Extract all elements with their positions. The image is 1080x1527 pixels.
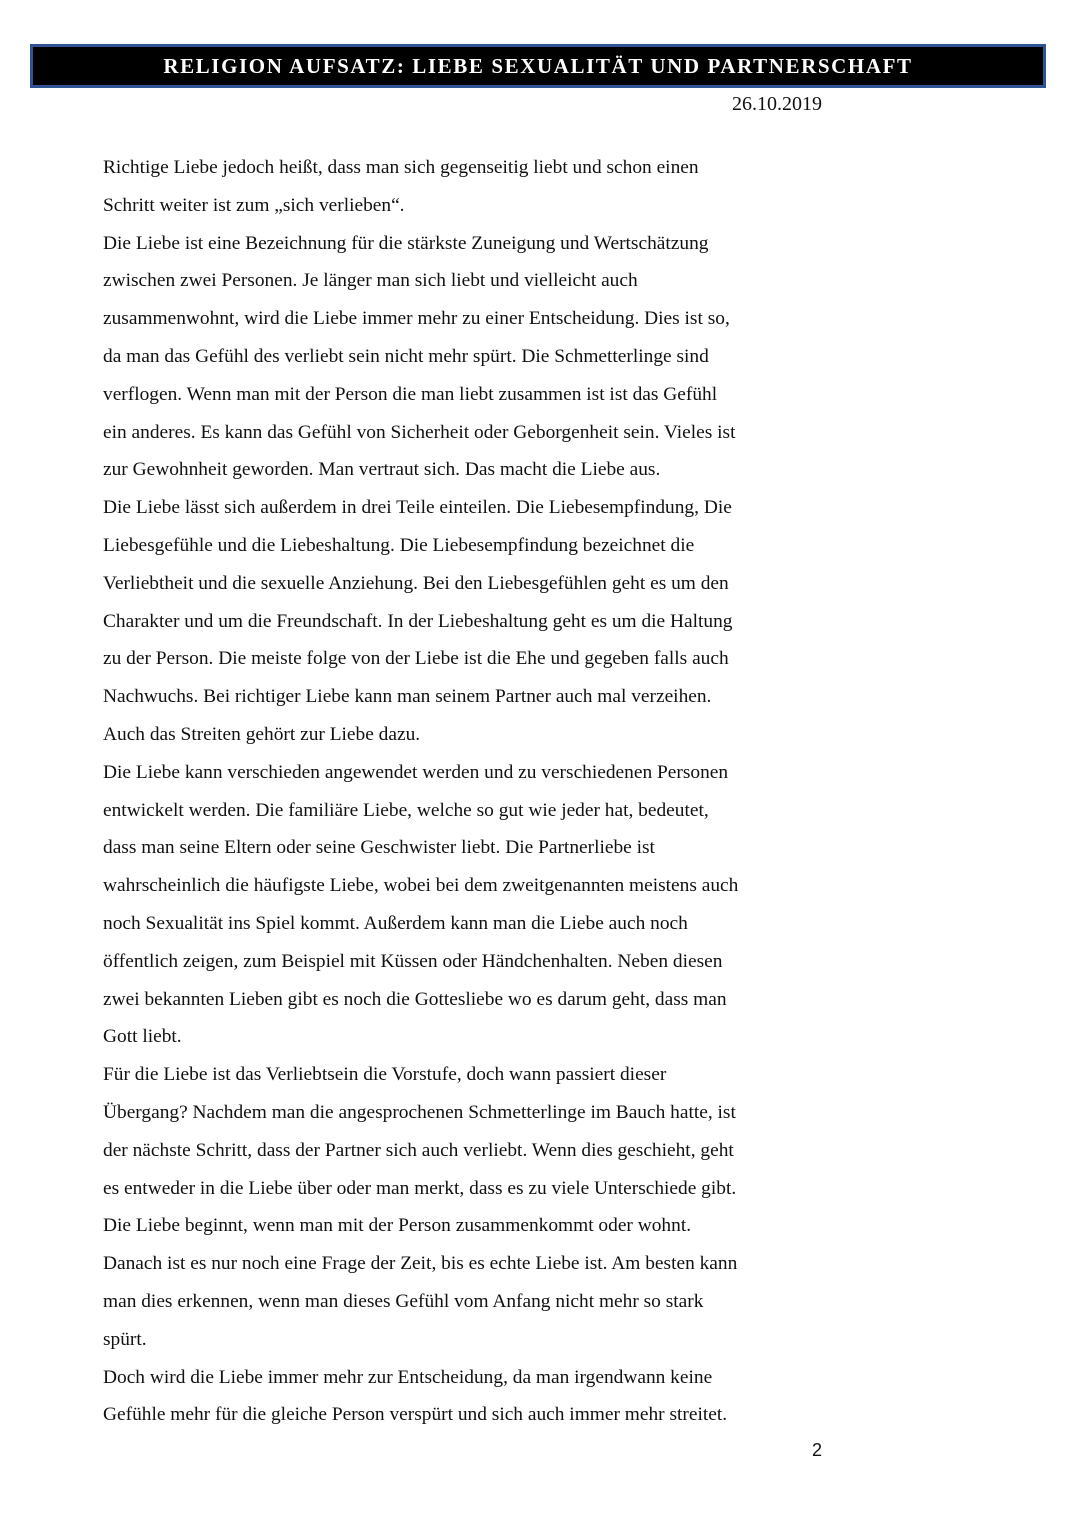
- text-line: Die Liebe beginnt, wenn man mit der Person zusammenkommt oder wohnt.: [103, 1215, 692, 1237]
- text-line: zusammenwohnt, wird die Liebe immer mehr zu einer Entscheidung. Dies ist so,: [103, 308, 730, 330]
- text-line: Schritt weiter ist zum „sich verlieben“.: [103, 194, 405, 216]
- text-line: wahrscheinlich die häufigste Liebe, wobei bei dem zweitgenannten meistens auch: [103, 875, 739, 897]
- text-line: Verliebtheit und die sexuelle Anziehung. Bei den Liebesgefühlen geht es um den: [103, 572, 729, 594]
- text-line: man dies erkennen, wenn man dieses Gefühl vom Anfang nicht mehr so stark: [103, 1290, 704, 1312]
- text-line: zwischen zwei Personen. Je länger man sich liebt und vielleicht auch: [103, 270, 638, 292]
- text-line: zu der Person. Die meiste folge von der Liebe ist die Ehe und gegeben falls auch: [103, 648, 729, 670]
- text-line: Charakter und um die Freundschaft. In der Liebeshaltung geht es um die Haltung: [103, 610, 733, 632]
- essay-body: [103, 149, 828, 1434]
- text-line: Übergang? Nachdem man die angesprochenen Schmetterlinge im Bauch hatte, ist: [103, 1101, 736, 1123]
- text-line: Liebesgefühle und die Liebeshaltung. Die Liebesempfindung bezeichnet die: [103, 534, 695, 556]
- text-line: entwickelt werden. Die familiäre Liebe, welche so gut wie jeder hat, bedeutet,: [103, 799, 709, 821]
- text-line: Die Liebe lässt sich außerdem in drei Teile einteilen. Die Liebesempfindung, Die: [103, 497, 732, 519]
- text-line: dass man seine Eltern oder seine Geschwister liebt. Die Partnerliebe ist: [103, 837, 655, 859]
- text-line: Die Liebe kann verschieden angewendet werden und zu verschiedenen Personen: [103, 761, 729, 783]
- header-bar: [30, 44, 1046, 88]
- text-line: öffentlich zeigen, zum Beispiel mit Küssen oder Händchenhalten. Neben diesen: [103, 950, 723, 972]
- document-title: RELIGION AUFSATZ: LIEBE SEXUALITÄT UND PARTNERSCHAFT: [163, 53, 913, 78]
- text-line: der nächste Schritt, dass der Partner sich auch verliebt. Wenn dies geschieht, geht: [103, 1139, 734, 1161]
- text-line: Für die Liebe ist das Verliebtsein die Vorstufe, doch wann passiert dieser: [103, 1064, 667, 1086]
- text-line: noch Sexualität ins Spiel kommt. Außerdem kann man die Liebe auch noch: [103, 912, 688, 934]
- text-line: zwei bekannten Lieben gibt es noch die Gottesliebe wo es darum geht, dass man: [103, 988, 727, 1010]
- text-line: ein anderes. Es kann das Gefühl von Sicherheit oder Geborgenheit sein. Vieles ist: [103, 421, 736, 443]
- text-line: Richtige Liebe jedoch heißt, dass man sich gegenseitig liebt und schon einen: [103, 157, 699, 178]
- text-line: da man das Gefühl des verliebt sein nicht mehr spürt. Die Schmetterlinge sind: [103, 345, 709, 367]
- text-line: Auch das Streiten gehört zur Liebe dazu.: [103, 723, 421, 745]
- text-line: spürt.: [103, 1328, 147, 1350]
- text-line: Danach ist es nur noch eine Frage der Zeit, bis es echte Liebe ist. Am besten kann: [103, 1253, 738, 1275]
- text-line: Die Liebe ist eine Bezeichnung für die stärkste Zuneigung und Wertschätzung: [103, 232, 709, 254]
- text-line: Gefühle mehr für die gleiche Person verspürt und sich auch immer mehr streitet.: [103, 1404, 728, 1426]
- text-line: verflogen. Wenn man mit der Person die man liebt zusammen ist ist das Gefühl: [103, 383, 718, 405]
- text-line: Gott liebt.: [103, 1026, 182, 1048]
- text-line: es entweder in die Liebe über oder man merkt, dass es zu viele Unterschiede gibt.: [103, 1177, 737, 1199]
- text-line: Nachwuchs. Bei richtiger Liebe kann man seinem Partner auch mal verzeihen.: [103, 686, 712, 708]
- document-date: 26.10.2019: [732, 93, 822, 115]
- page-number: 2: [811, 1440, 822, 1460]
- text-line: zur Gewohnheit geworden. Man vertraut sich. Das macht die Liebe aus.: [103, 459, 661, 481]
- text-line: Doch wird die Liebe immer mehr zur Entscheidung, da man irgendwann keine: [103, 1366, 713, 1388]
